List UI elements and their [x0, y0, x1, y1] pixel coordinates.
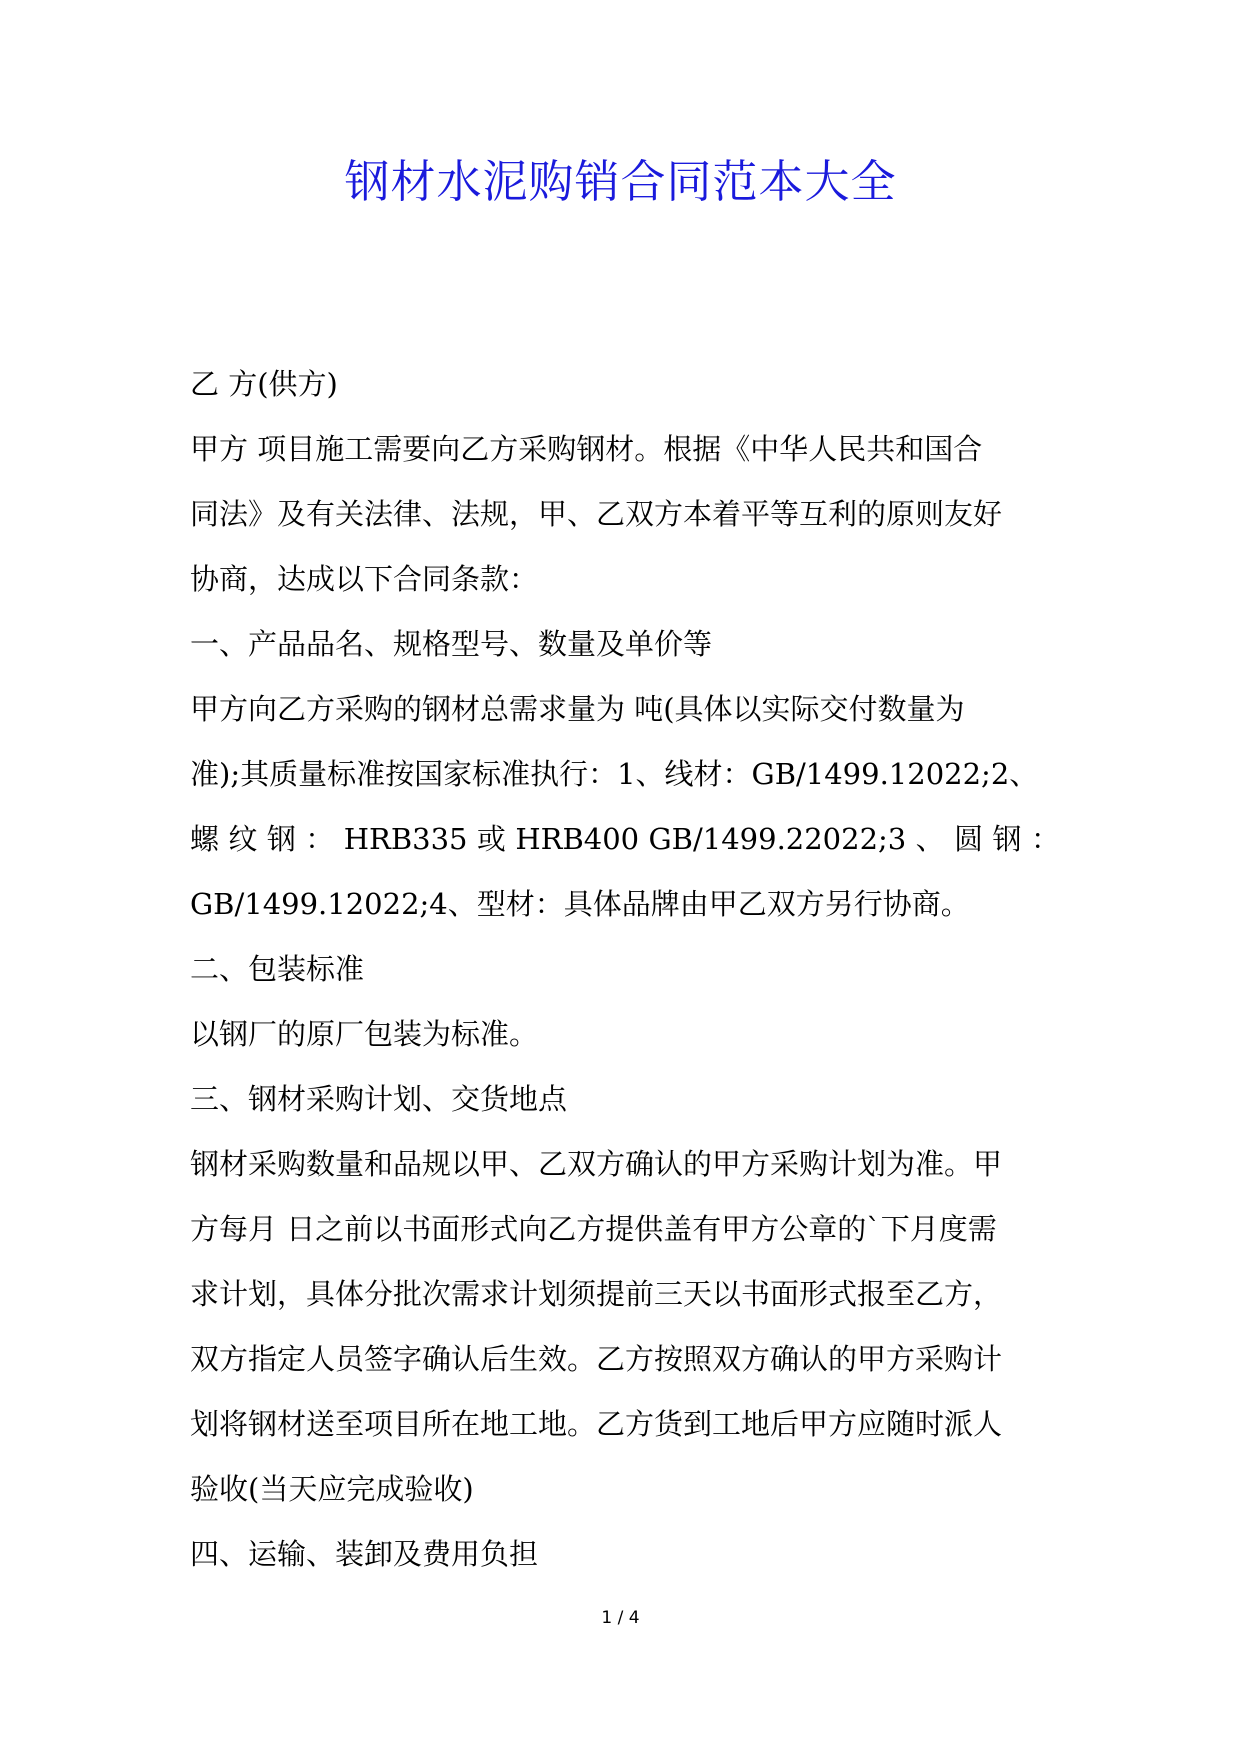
section-heading: 一、产品品名、规格型号、数量及单价等 [190, 627, 713, 661]
page-number: 1 / 4 [601, 1608, 640, 1628]
spaced-token: 圆 [954, 822, 984, 856]
paragraph-line: 甲方向乙方采购的钢材总需求量为 吨(具体以实际交付数量为 [190, 692, 965, 726]
spaced-token: GB/1499.22022;3 [648, 822, 907, 856]
paragraph-line: 钢材采购数量和品规以甲、乙双方确认的甲方采购计划为准。甲 [190, 1147, 1003, 1181]
paragraph-line: 乙 方(供方) [190, 367, 338, 401]
paragraph-line: 求计划，具体分批次需求计划须提前三天以书面形式报至乙方， [190, 1277, 1003, 1311]
document-title: 钢材水泥购销合同范本大全 [344, 155, 897, 208]
document-body [190, 352, 1060, 1587]
spaced-token: 螺 [190, 822, 220, 856]
paragraph-line: GB/1499.12022;4、型材：具体品牌由甲乙双方另行协商。 [190, 887, 970, 921]
spaced-token: 或 [476, 822, 506, 856]
paragraph-line: 同法》及有关法律、法规，甲、乙双方本着平等互利的原则友好 [190, 497, 1003, 531]
spaced-token: HRB335 [343, 822, 468, 856]
paragraph-line: 甲方 项目施工需要向乙方采购钢材。根据《中华人民共和国合 [190, 432, 983, 466]
paragraph-line: 以钢厂的原厂包装为标准。 [190, 1017, 539, 1051]
paragraph-line: 协商，达成以下合同条款： [190, 562, 539, 596]
spaced-token: HRB400 [515, 822, 640, 856]
spaced-token: ： [305, 822, 335, 856]
paragraph-line: 划将钢材送至项目所在地工地。乙方货到工地后甲方应随时派人 [190, 1407, 1003, 1441]
paragraph-line: 验收(当天应完成验收) [190, 1472, 474, 1506]
section-heading: 四、运输、装卸及费用负担 [190, 1537, 539, 1571]
spaced-token: 钢 [266, 822, 296, 856]
paragraph-line: 准);其质量标准按国家标准执行：1、线材：GB/1499.12022;2、 [190, 757, 1039, 791]
paragraph-line: 双方指定人员签字确认后生效。乙方按照双方确认的甲方采购计 [190, 1342, 1003, 1376]
paragraph-line-spaced [190, 807, 1060, 872]
spaced-token: 钢 [992, 822, 1022, 856]
section-heading: 二、包装标准 [190, 952, 365, 986]
paragraph-line: 方每月 日之前以书面形式向乙方提供盖有甲方公章的`下月度需 [190, 1212, 997, 1246]
spaced-token: 、 [915, 822, 945, 856]
spaced-token: ： [1030, 822, 1060, 856]
spaced-token: 纹 [228, 822, 258, 856]
section-heading: 三、钢材采购计划、交货地点 [190, 1082, 568, 1116]
